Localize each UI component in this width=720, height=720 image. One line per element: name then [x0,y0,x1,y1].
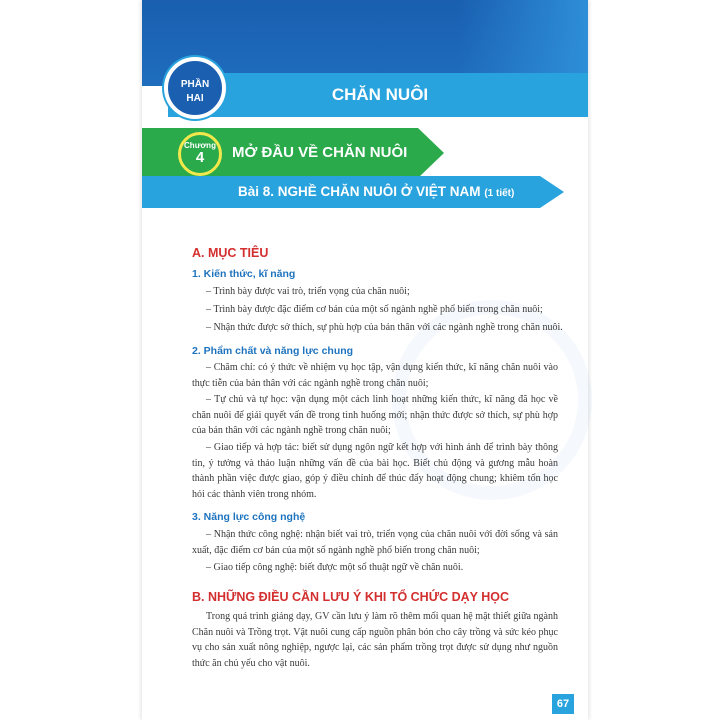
chapter-number: 4 [195,149,205,166]
page-number: 67 [552,694,574,714]
list-item: – Trình bày được đặc điểm cơ bản của một số ngành nghề phổ biến trong chăn nuôi; [206,304,543,315]
list-item: – Tự chủ và tự học: vận dụng một cách linh hoạt những kiến thức, kĩ năng đã học về chăn nuôi để giải quyết vấn đề trong tình huống mới; nhận thức được sở thích, sự phù hợp của bản thân với các ngành nghề trong chăn nuôi; [192,394,558,436]
chapter-title: MỞ ĐẦU VỀ CHĂN NUÔI [232,144,408,161]
part-number: HAI [186,93,204,104]
book-page [142,0,588,720]
list-item: – Nhận thức công nghệ: nhận biết vai trò, triển vọng của chăn nuôi với đời sống và sản xuất, đặc điểm cơ bản của một số ngành nghề phổ biến trong chăn nuôi; [192,529,558,556]
section-b-title: B. NHỮNG ĐIỀU CẦN LƯU Ý KHI TỔ CHỨC DẠY HỌC [192,590,509,604]
lesson-duration: (1 tiết) [484,188,515,199]
lesson-name: Bài 8. NGHỀ CHĂN NUÔI Ở VIỆT NAM [238,184,481,199]
chapter-label: Chương [184,141,216,150]
subsection-3-title: 3. Năng lực công nghệ [192,511,306,523]
part-title: CHĂN NUÔI [331,85,429,104]
lesson-title [238,176,514,208]
subsection-1-title: 1. Kiến thức, kĩ năng [192,268,296,280]
section-b-paragraph: Trong quá trình giảng dạy, GV cần lưu ý làm rõ thêm mối quan hệ mật thiết giữa ngành Chăn nuôi và Trồng trọt. Vật nuôi cung cấp nguồn phân bón cho cây trồng và sức kéo phục vụ cho sản xuất nông nghiệp, ngược lại, các sản phẩm trồng trọt được sử dụng như nguồn thức ăn chủ yếu cho vật nuôi. [192,611,558,669]
list-item: – Giao tiếp công nghệ: biết được một số thuật ngữ về chăn nuôi. [206,562,464,573]
subsection-2-title: 2. Phẩm chất và năng lực chung [192,345,354,357]
list-item: – Giao tiếp và hợp tác: biết sử dụng ngôn ngữ kết hợp với hình ảnh để trình bày thông tin, ý tưởng và thảo luận những vấn đề của bài học. Biết chủ động và gương mẫu hoàn thành phần việc được giao, góp ý điều chỉnh để thúc đẩy hoạt động chung; khiêm tốn học hỏi các thành viên trong nhóm. [192,442,558,500]
list-item: – Chăm chỉ: có ý thức về nhiệm vụ học tập, vận dụng kiến thức, kĩ năng chăn nuôi vào thực tiễn của bản thân với các ngành nghề trong chăn nuôi; [192,362,558,389]
list-item: – Nhận thức được sở thích, sự phù hợp của bản thân với các ngành nghề trong chăn nuôi. [206,322,563,333]
part-badge [164,57,226,119]
chapter-badge [178,132,222,176]
section-a-title: A. MỤC TIÊU [192,246,269,260]
part-label: PHẦN [180,79,210,90]
list-item: – Trình bày được vai trò, triển vọng của chăn nuôi; [206,286,410,297]
